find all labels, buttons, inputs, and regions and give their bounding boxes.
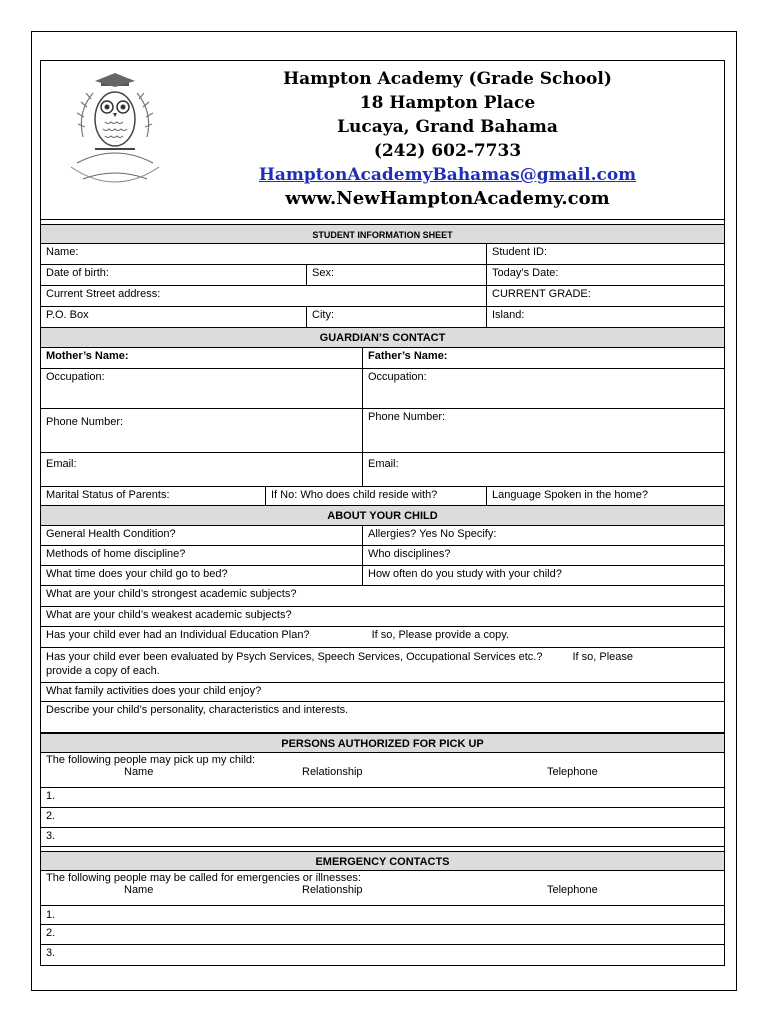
mother-phone-field[interactable]: Phone Number: <box>41 409 363 452</box>
pickup-intro: The following people may pick up my child: <box>46 754 256 766</box>
pickup-row <box>41 788 724 808</box>
sex-field[interactable]: Sex: <box>307 265 487 285</box>
evaluated-copy-note: If so, Please <box>572 651 634 663</box>
row-marital <box>41 486 724 506</box>
mother-occupation-field[interactable]: Occupation: <box>41 369 363 408</box>
dob-field[interactable]: Date of birth: <box>41 265 307 285</box>
row-weakest <box>41 607 724 627</box>
owl-crest-icon <box>55 67 175 199</box>
who-disciplines-field[interactable]: Who disciplines? <box>368 548 451 560</box>
iep-field[interactable] <box>41 627 724 647</box>
father-occupation-field[interactable]: Occupation: <box>368 371 427 383</box>
po-box-field[interactable]: P.O. Box <box>41 307 307 327</box>
pickup-col-name: Name <box>124 766 154 778</box>
pickup-col-telephone: Telephone <box>547 766 598 778</box>
form-header <box>41 61 724 220</box>
row-pobox <box>41 307 724 328</box>
health-field[interactable]: General Health Condition? <box>41 526 363 545</box>
row-health <box>41 526 724 546</box>
allergies-field[interactable]: Allergies? Yes No Specify: <box>368 528 497 540</box>
pickup-row <box>41 828 724 847</box>
row-email <box>41 453 724 487</box>
emergency-row <box>41 906 724 925</box>
pickup-row-2[interactable]: 2. <box>46 810 56 822</box>
evaluated-question: Has your child ever been evaluated by Psych Services, Speech Services, Occupational Services etc.? <box>46 651 543 663</box>
marital-status-field[interactable]: Marital Status of Parents: <box>41 487 266 505</box>
street-address-field[interactable]: Current Street address: <box>41 286 487 306</box>
emergency-col-name: Name <box>124 884 154 896</box>
emergency-intro-block <box>41 871 724 906</box>
row-parent-names <box>41 348 724 369</box>
current-grade-field[interactable]: CURRENT GRADE: <box>492 288 591 300</box>
school-address-line2: Lucaya, Grand Bahama <box>337 117 558 137</box>
pickup-intro-block <box>41 753 724 788</box>
section-student-info: STUDENT INFORMATION SHEET <box>41 224 724 244</box>
iep-question: Has your child ever had an Individual Education Plan? <box>46 629 310 641</box>
student-form <box>40 60 725 966</box>
row-strongest <box>41 586 724 607</box>
language-field[interactable]: Language Spoken in the home? <box>492 489 648 501</box>
emergency-row <box>41 945 724 965</box>
section-about-child: ABOUT YOUR CHILD <box>41 506 724 526</box>
father-email-field[interactable]: Email: <box>368 458 399 470</box>
father-name-field[interactable]: Father’s Name: <box>368 350 448 362</box>
mother-email-field[interactable]: Email: <box>41 453 363 486</box>
father-phone-field[interactable]: Phone Number: <box>368 411 446 423</box>
school-email-link[interactable]: HamptonAcademyBahamas@gmail.com <box>258 165 637 185</box>
row-evaluated <box>41 648 724 683</box>
study-often-field[interactable]: How often do you study with your child? <box>368 568 562 580</box>
emergency-intro: The following people may be called for emergencies or illnesses: <box>46 872 361 884</box>
section-guardian: GUARDIAN’S CONTACT <box>41 328 724 348</box>
row-name <box>41 244 724 265</box>
evaluated-copy-note2: provide a copy of each. <box>46 665 160 677</box>
row-occupation <box>41 369 724 409</box>
city-field[interactable]: City: <box>307 307 487 327</box>
emergency-row-1[interactable]: 1. <box>46 909 56 921</box>
section-pickup: PERSONS AUTHORIZED FOR PICK UP <box>41 733 724 753</box>
row-iep <box>41 627 724 648</box>
pickup-column-headers <box>41 766 724 778</box>
mother-name-field[interactable]: Mother’s Name: <box>41 348 363 368</box>
strongest-subjects-field[interactable]: What are your child’s strongest academic subjects? <box>46 588 297 600</box>
row-address <box>41 286 724 307</box>
row-activities <box>41 683 724 702</box>
iep-copy-note: If so, Please provide a copy. <box>371 629 509 641</box>
discipline-methods-field[interactable]: Methods of home discipline? <box>41 546 363 565</box>
pickup-row <box>41 808 724 828</box>
school-address-line1: 18 Hampton Place <box>359 93 536 113</box>
row-phone <box>41 409 724 453</box>
emergency-row-2[interactable]: 2. <box>46 927 56 939</box>
row-bedtime <box>41 566 724 586</box>
weakest-subjects-field[interactable]: What are your child’s weakest academic subjects? <box>46 609 292 621</box>
evaluated-field[interactable] <box>41 648 724 682</box>
emergency-row <box>41 925 724 945</box>
pickup-row-3[interactable]: 3. <box>46 830 56 842</box>
personality-field[interactable]: Describe your child’s personality, characteristics and interests. <box>46 704 349 716</box>
school-info <box>171 67 724 211</box>
row-personality <box>41 702 724 733</box>
emergency-column-headers <box>41 884 724 896</box>
emergency-col-relationship: Relationship <box>302 884 363 896</box>
section-emergency: EMERGENCY CONTACTS <box>41 851 724 871</box>
pickup-row-1[interactable]: 1. <box>46 790 56 802</box>
todays-date-field[interactable]: Today’s Date: <box>492 267 559 279</box>
pickup-col-relationship: Relationship <box>302 766 363 778</box>
school-phone: (242) 602-7733 <box>373 141 522 161</box>
row-discipline <box>41 546 724 566</box>
reside-with-field[interactable]: If No: Who does child reside with? <box>266 487 487 505</box>
island-field[interactable]: Island: <box>492 309 525 321</box>
student-id-field[interactable]: Student ID: <box>492 246 548 258</box>
emergency-col-telephone: Telephone <box>547 884 598 896</box>
activities-field[interactable]: What family activities does your child enjoy? <box>46 685 262 697</box>
row-dob <box>41 265 724 286</box>
school-name: Hampton Academy (Grade School) <box>283 69 612 89</box>
school-website[interactable]: www.NewHamptonAcademy.com <box>285 188 610 209</box>
emergency-row-3[interactable]: 3. <box>46 947 56 959</box>
bedtime-field[interactable]: What time does your child go to bed? <box>41 566 363 585</box>
name-field[interactable]: Name: <box>41 244 487 264</box>
